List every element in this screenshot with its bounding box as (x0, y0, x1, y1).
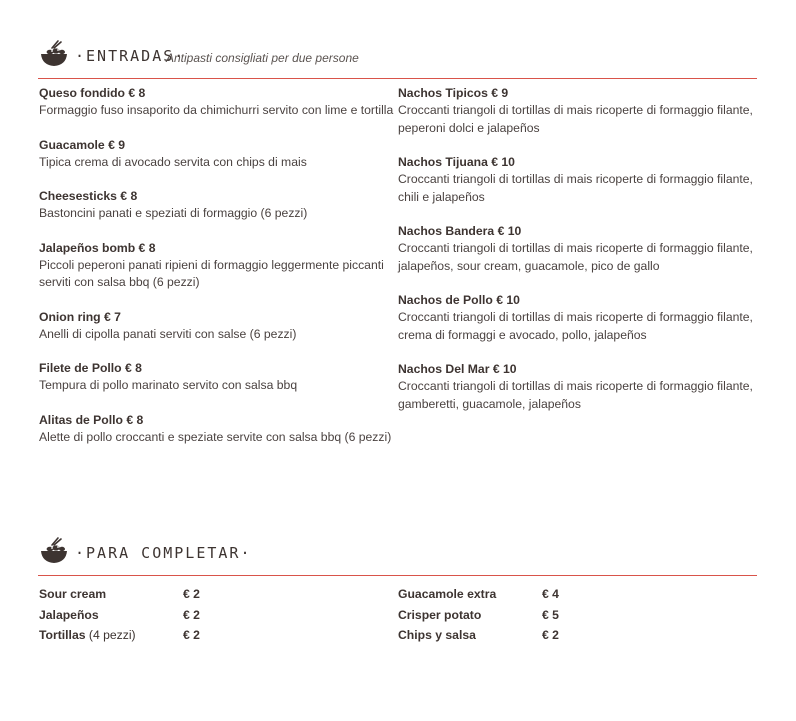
menu-item-name: Nachos de Pollo € 10 (398, 293, 520, 307)
side-item-price: € 2 (183, 628, 200, 642)
section-divider (38, 575, 757, 576)
side-item-price: € 2 (183, 607, 200, 622)
food-bowl-icon (38, 536, 72, 566)
menu-item-description: Croccanti triangoli di tortillas di mais ricoperte di formaggio filante, peperoni dolci e jalapeños (398, 103, 753, 135)
side-item-name: Crisper potato (398, 607, 482, 622)
section-title: ·ENTRADAS· (75, 47, 186, 65)
menu-item-name: Cheesesticks € 8 (39, 189, 138, 203)
entradas-header (38, 39, 757, 79)
menu-item (39, 309, 394, 344)
section-divider (38, 78, 757, 79)
side-item-name: Sour cream (39, 587, 107, 601)
menu-item-name: Jalapeños bomb € 8 (39, 240, 156, 255)
menu-item-name: Filete de Pollo € 8 (39, 361, 142, 375)
menu-item (398, 85, 753, 137)
menu-item (39, 85, 394, 120)
side-item (39, 607, 219, 628)
menu-item-description: Formaggio fuso insaporito da chimichurri servito con lime e tortilla (39, 103, 394, 117)
menu-item (39, 240, 394, 292)
side-item-price: € 5 (542, 607, 559, 622)
food-bowl-icon (38, 39, 72, 69)
menu-item (39, 360, 394, 395)
side-item-price: € 2 (183, 587, 200, 601)
menu-item (398, 292, 753, 344)
side-item-price: € 2 (542, 628, 559, 642)
menu-item-description: Tipica crema di avocado servita con chips di mais (39, 154, 307, 169)
menu-item (39, 137, 394, 172)
section-title: ·PARA COMPLETAR· (75, 544, 252, 562)
menu-item-name: Nachos Bandera € 10 (398, 224, 522, 238)
menu-item (39, 188, 394, 223)
side-item-price: € 4 (542, 587, 559, 601)
side-item-name: Guacamole extra (398, 587, 497, 601)
menu-item-description: Croccanti triangoli di tortillas di mais ricoperte di formaggio filante, crema di formaggi e avocado, pollo, jalapeños (398, 310, 753, 342)
side-item-name: Chips y salsa (398, 628, 476, 642)
menu-item (398, 361, 753, 413)
side-item (39, 586, 219, 607)
entradas-left-column (39, 85, 394, 463)
menu-item-name: Queso fondido € 8 (39, 86, 146, 100)
menu-item-description: Tempura di pollo marinato servito con salsa bbq (39, 378, 298, 392)
menu-item-name: Alitas de Pollo € 8 (39, 412, 144, 427)
menu-item-description: Piccoli peperoni panati ripieni di formaggio leggermente piccanti serviti con salsa bbq (6 pezzi) (39, 257, 384, 289)
side-item (39, 627, 219, 648)
side-item (398, 627, 578, 648)
side-item (398, 607, 578, 628)
sides-left-list (39, 586, 219, 648)
menu-item (39, 412, 394, 447)
side-item-name: Tortillas (4 pezzi) (39, 628, 136, 642)
para-completar-header (38, 536, 757, 576)
menu-item-name: Nachos Tipicos € 9 (398, 86, 509, 100)
menu-item-description: Croccanti triangoli di tortillas di mais ricoperte di formaggio filante, chili e jalapeños (398, 172, 753, 204)
menu-item-name: Guacamole € 9 (39, 137, 126, 152)
menu-item-description: Alette di pollo croccanti e speziate servite con salsa bbq (6 pezzi) (39, 429, 392, 444)
menu-item-description: Bastoncini panati e speziati di formaggio (6 pezzi) (39, 206, 308, 220)
menu-item-description: Croccanti triangoli di tortillas di mais ricoperte di formaggio filante, gamberetti, guacamole, jalapeños (398, 379, 753, 411)
menu-item-name: Onion ring € 7 (39, 309, 121, 324)
section-subtitle: Antipasti consigliati per due persone (166, 51, 359, 65)
menu-item (398, 154, 753, 206)
entradas-right-column (398, 85, 753, 430)
side-item (398, 586, 578, 607)
side-item-name: Jalapeños (39, 607, 99, 622)
menu-item-description: Anelli di cipolla panati serviti con salse (6 pezzi) (39, 326, 297, 341)
menu-item-description: Croccanti triangoli di tortillas di mais ricoperte di formaggio filante, jalapeños, sour cream, guacamole, pico de gallo (398, 241, 753, 273)
menu-item-name: Nachos Tijuana € 10 (398, 155, 515, 169)
menu-item (398, 223, 753, 275)
menu-item-name: Nachos Del Mar € 10 (398, 362, 517, 376)
side-item-note: (4 pezzi) (85, 628, 136, 642)
sides-right-list (398, 586, 578, 648)
